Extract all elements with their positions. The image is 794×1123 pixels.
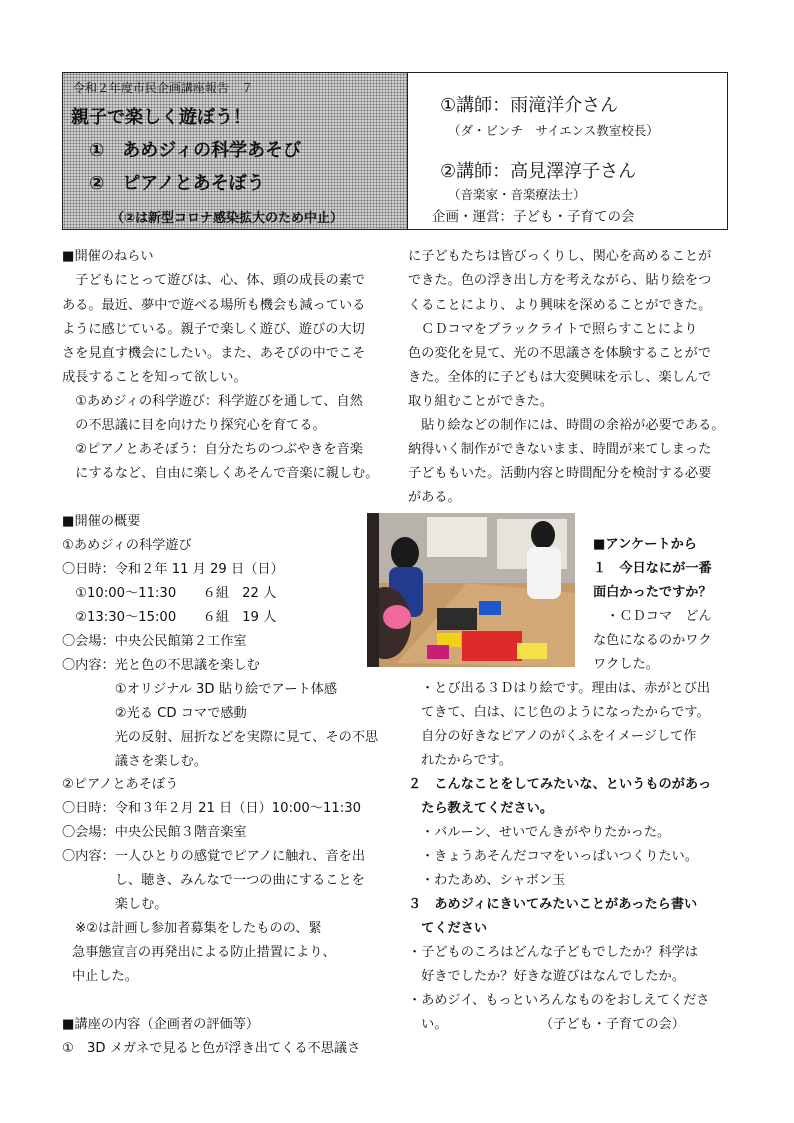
eval-line: 納得いく制作ができないまま、時間が来てしまった bbox=[408, 442, 712, 457]
question-1: 面白かったですか？ bbox=[593, 585, 712, 600]
overview-line: ※②は計画し参加者募集をしたものの、緊 bbox=[62, 921, 322, 936]
answer-2: ・きょうあそんだコマをいっぱいつくりたい。 bbox=[421, 849, 698, 864]
overview-line: 〇会場：中央公民館３階音楽室 bbox=[62, 825, 247, 840]
aim-line: の不思議に目を向けたり探究心を育てる。 bbox=[62, 418, 326, 433]
overview-line: ①オリジナル 3D 貼り絵でアート体感 bbox=[62, 682, 338, 697]
overview-line: 光の反射、屈折などを実際に見て、その不思 bbox=[62, 730, 379, 745]
overview-line: 急事態宣言の再発出による防止措置により、 bbox=[72, 945, 336, 960]
aim-heading: ■開催のねらい bbox=[62, 249, 154, 264]
survey-heading: ■アンケートから bbox=[593, 537, 697, 552]
lecturer-1: ①講師：雨滝洋介さん bbox=[440, 95, 619, 116]
eval-line: がある。 bbox=[408, 490, 461, 505]
aim-line: ②ピアノとあそぼう：自分たちのつぶやきを音楽 bbox=[62, 442, 363, 457]
overview-line: ②13:30～15:00 ６組 19 人 bbox=[62, 610, 277, 625]
aim-line: ように感じている。親子で楽しく遊び、遊びの大切 bbox=[62, 322, 365, 337]
overview-line: 議さを楽しむ。 bbox=[62, 754, 208, 769]
eval-line: 子どももいた。活動内容と時間配分を検討する必要 bbox=[408, 466, 712, 481]
question-3: てください bbox=[408, 921, 488, 936]
page-title: 親子で楽しく遊ぼう！ bbox=[71, 107, 251, 128]
eval-line: に子どもたちは皆びっくりし、関心を高めることが bbox=[408, 249, 712, 264]
program-item-1: ① あめジィの科学あそび bbox=[89, 140, 302, 161]
overview-line: ①あめジィの科学遊び bbox=[62, 538, 192, 553]
organizer: 企画・運営：子ども・子育ての会 bbox=[432, 209, 635, 225]
activity-photo-illustration bbox=[367, 513, 575, 667]
content-heading: ■講座の内容（企画者の評価等） bbox=[62, 1017, 260, 1032]
answer-2: ・バルーン、せいでんきがやりたかった。 bbox=[421, 825, 671, 840]
answer-3: 好きでしたか？好きな遊びはなんでしたか。 bbox=[408, 969, 685, 984]
eval-line: くることにより、より興味を深めることができた。 bbox=[408, 298, 712, 313]
answer-1b: 自分の好きなピアノのがくふをイメージして作 bbox=[421, 729, 697, 744]
program-item-2: ② ピアノとあそぼう bbox=[89, 173, 265, 194]
question-1: １ 今日なにが一番 bbox=[593, 561, 712, 576]
aim-line: にするなど、自由に楽しくあそんで音楽に親しむ。 bbox=[62, 466, 379, 481]
overview-line: 中止した。 bbox=[72, 969, 138, 984]
overview-line: 〇会場：中央公民館第２工作室 bbox=[62, 634, 247, 649]
answer-1: ・ＣＤコマ どん bbox=[593, 609, 712, 624]
activity-photo bbox=[367, 513, 575, 667]
cancel-note: （②は新型コロナ感染拡大のため中止） bbox=[111, 211, 344, 226]
overview-heading: ■開催の概要 bbox=[62, 514, 141, 529]
lecturer-2: ②講師：高見澤淳子さん bbox=[440, 161, 637, 182]
lecturer-1-role: （ダ・ビンチ サイエンス教室校長） bbox=[448, 123, 659, 138]
content-line: ① 3D メガネで見ると色が浮き出てくる不思議さ bbox=[62, 1041, 361, 1056]
eval-line: ＣＤコマをブラックライトで照らすことにより bbox=[408, 322, 698, 337]
overview-line: 楽しむ。 bbox=[62, 897, 168, 912]
overview-line: 〇日時：令和３年２月 21 日（日）10:00～11:30 bbox=[62, 801, 361, 816]
answer-1b: てきて、白は、にじ色のようになったからです。 bbox=[421, 705, 710, 720]
aim-line: 成長することを知って欲しい。 bbox=[62, 370, 247, 385]
answer-1b: ・とび出る３Ｄはり絵です。理由は、赤がとび出 bbox=[421, 681, 711, 696]
answer-2: ・わたあめ、シャボン玉 bbox=[421, 873, 566, 888]
aim-line: 子どもにとって遊びは、心、体、頭の成長の素で bbox=[62, 273, 366, 288]
answer-3: ・あめジイ、もっといろんなものをおしえてくださ bbox=[408, 993, 710, 1008]
header-title-box bbox=[62, 72, 408, 230]
overview-line: 〇内容：一人ひとりの感覚でピアノに触れ、音を出 bbox=[62, 849, 366, 864]
question-3: ３ あめジィにきいてみたいことがあったら書い bbox=[408, 897, 698, 912]
overview-line: ②光る CD コマで感動 bbox=[62, 706, 247, 721]
eval-line: できた。色の浮き出し方を考えながら、貼り絵をつ bbox=[408, 273, 712, 288]
aim-line: さを見直す機会にしたい。また、あそびの中でこそ bbox=[62, 346, 366, 361]
question-2: ２ こんなことをしてみたいな、というものがあっ bbox=[408, 777, 712, 792]
report-label: 令和２年度市民企画講座報告 ７ bbox=[73, 81, 254, 95]
answer-3: ・子どものころはどんな子どもでしたか？科学は bbox=[408, 945, 699, 960]
question-2: たら教えてください。 bbox=[408, 801, 554, 816]
overview-line: ②ピアノとあそぼう bbox=[62, 777, 179, 792]
eval-line: きた。全体的に子どもは大変興味を示し、楽しんで bbox=[408, 370, 712, 385]
eval-line: 貼り絵などの制作には、時間の余裕が必要である。 bbox=[408, 418, 725, 433]
answer-3: い。 （子ども・子育ての会） bbox=[408, 1017, 685, 1032]
aim-line: ①あめジィの科学遊び：科学遊びを通して、自然 bbox=[62, 394, 363, 409]
overview-line: 〇内容：光と色の不思議を楽しむ bbox=[62, 658, 260, 673]
eval-line: 色の変化を見て、光の不思議さを体験することがで bbox=[408, 346, 712, 361]
overview-line: し、聴き、みんなで一つの曲にすることを bbox=[62, 873, 365, 888]
overview-line: 〇日時：令和２年 11 月 29 日（日） bbox=[62, 562, 284, 577]
overview-line: ①10:00～11:30 ６組 22 人 bbox=[62, 586, 277, 601]
eval-line: 取り組むことができた。 bbox=[408, 394, 554, 409]
aim-line: ある。最近、夢中で遊べる場所も機会も減っている bbox=[62, 298, 366, 313]
lecturer-2-role: （音楽家・音楽療法士） bbox=[448, 187, 586, 202]
answer-1: ワクした。 bbox=[593, 657, 659, 672]
answer-1: な色になるのかワク bbox=[593, 633, 712, 648]
answer-1b: れたからです。 bbox=[421, 753, 513, 768]
header-lecturer-box bbox=[408, 72, 728, 230]
